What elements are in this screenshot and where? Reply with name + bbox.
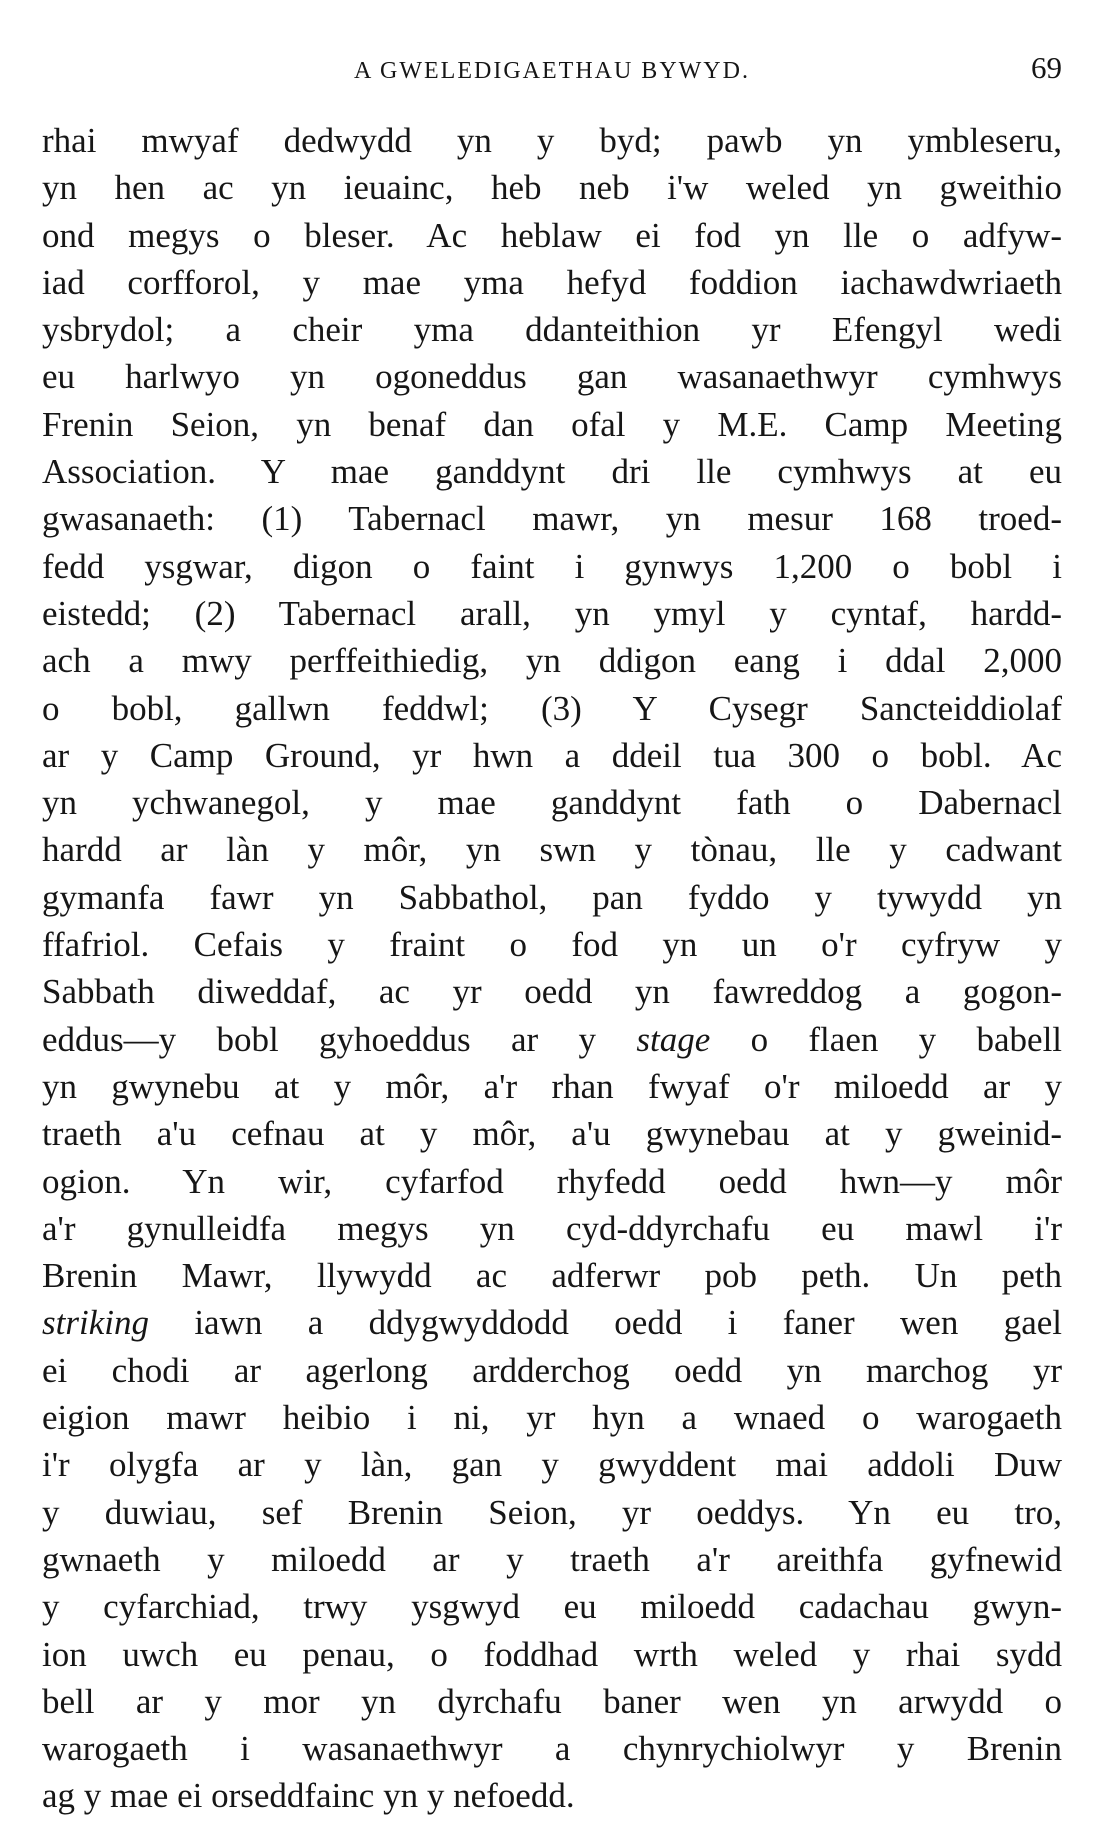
text-line-7: Frenin Seion, yn benaf dan ofal y M.E. Camp Meeting bbox=[42, 404, 1062, 444]
running-title: A GWELEDIGAETHAU BYWYD. bbox=[354, 58, 750, 84]
text-line-1: rhai mwyaf dedwydd yn y byd; pawb yn ymbleseru, bbox=[42, 121, 1062, 160]
page-header bbox=[42, 46, 1062, 96]
text-line-6: eu harlwyo yn ogoneddus gan wasanaethwyr cymhwys bbox=[42, 357, 1062, 397]
text-line-10: fedd ysgwar, digon o faint i gynwys 1,200 o bobl i bbox=[42, 546, 1062, 586]
italic-word-striking: striking bbox=[42, 1303, 149, 1343]
body-text bbox=[42, 117, 1062, 1820]
italic-word-stage: stage bbox=[636, 1019, 711, 1059]
text-line-8: Association. Y mae ganddynt dri lle cymhwys at eu bbox=[42, 452, 1062, 492]
text-line-18: ffafriol. Cefais y fraint o fod yn un o'r cyfryw y bbox=[42, 925, 1062, 965]
text-line-2: yn hen ac yn ieuainc, heb neb i'w weled yn gweithio bbox=[42, 168, 1062, 208]
page-number: 69 bbox=[1031, 50, 1062, 85]
text-line-3: ond megys o bleser. Ac heblaw ei fod yn lle o adfyw- bbox=[42, 215, 1062, 255]
text-line-23: ogion. Yn wir, cyfarfod rhyfedd oedd hwn—y môr bbox=[42, 1161, 1062, 1201]
text-line-27: ei chodi ar agerlong ardderchog oedd yn marchog yr bbox=[42, 1350, 1062, 1390]
text-line-19: Sabbath diweddaf, ac yr oedd yn fawreddog a gogon- bbox=[42, 972, 1062, 1012]
text-line-36: ag y mae ei orseddfainc yn y nefoedd. bbox=[42, 1776, 575, 1816]
text-line-5: ysbrydol; a cheir yma ddanteithion yr Efengyl wedi bbox=[42, 310, 1062, 350]
text-line-35: warogaeth i wasanaethwyr a chynrychiolwyr y Brenin bbox=[42, 1729, 1062, 1769]
text-line-22: traeth a'u cefnau at y môr, a'u gwynebau at y gweinid- bbox=[42, 1114, 1062, 1154]
text-line-9: gwasanaeth: (1) Tabernacl mawr, yn mesur 168 troed- bbox=[42, 499, 1062, 539]
text-line-24: a'r gynulleidfa megys yn cyd-ddyrchafu eu mawl i'r bbox=[42, 1208, 1062, 1248]
text-line-20 bbox=[42, 1016, 1062, 1063]
text-line-34: bell ar y mor yn dyrchafu baner wen yn arwydd o bbox=[42, 1681, 1062, 1721]
text-line-17: gymanfa fawr yn Sabbathol, pan fyddo y tywydd yn bbox=[42, 877, 1062, 917]
text-line-28: eigion mawr heibio i ni, yr hyn a wnaed o warogaeth bbox=[42, 1398, 1062, 1438]
text-line-12: ach a mwy perffeithiedig, yn ddigon eang i ddal 2,000 bbox=[42, 641, 1062, 681]
text-line-26-rest: iawn a ddygwyddodd oedd i faner wen gael bbox=[194, 1303, 1062, 1343]
text-line-29: i'r olygfa ar y làn, gan y gwyddent mai addoli Duw bbox=[42, 1445, 1062, 1485]
text-line-15: yn ychwanegol, y mae ganddynt fath o Dabernacl bbox=[42, 783, 1062, 823]
text-line-20-end: o flaen y babell bbox=[750, 1019, 1062, 1059]
text-line-33: ion uwch eu penau, o foddhad wrth weled y rhai sydd bbox=[42, 1634, 1062, 1674]
text-line-13: o bobl, gallwn feddwl; (3) Y Cysegr Sancteiddiolaf bbox=[42, 688, 1062, 728]
text-line-11: eistedd; (2) Tabernacl arall, yn ymyl y cyntaf, hardd- bbox=[42, 593, 1062, 633]
text-line-21: yn gwynebu at y môr, a'r rhan fwyaf o'r miloedd ar y bbox=[42, 1066, 1062, 1106]
text-line-4: iad corfforol, y mae yma hefyd foddion iachawdwriaeth bbox=[42, 262, 1062, 302]
text-line-25: Brenin Mawr, llywydd ac adferwr pob peth. Un peth bbox=[42, 1256, 1062, 1296]
text-line-20-start: eddus—y bobl gyhoeddus ar y bbox=[42, 1019, 597, 1059]
text-line-30: y duwiau, sef Brenin Seion, yr oeddys. Yn eu tro, bbox=[42, 1492, 1062, 1532]
text-line-31: gwnaeth y miloedd ar y traeth a'r areithfa gyfnewid bbox=[42, 1539, 1062, 1579]
text-line-32: y cyfarchiad, trwy ysgwyd eu miloedd cadachau gwyn- bbox=[42, 1587, 1062, 1627]
text-line-14: ar y Camp Ground, yr hwn a ddeil tua 300 o bobl. Ac bbox=[42, 735, 1062, 775]
text-line-26 bbox=[42, 1299, 1062, 1346]
text-line-16: hardd ar làn y môr, yn swn y tònau, lle y cadwant bbox=[42, 830, 1062, 870]
